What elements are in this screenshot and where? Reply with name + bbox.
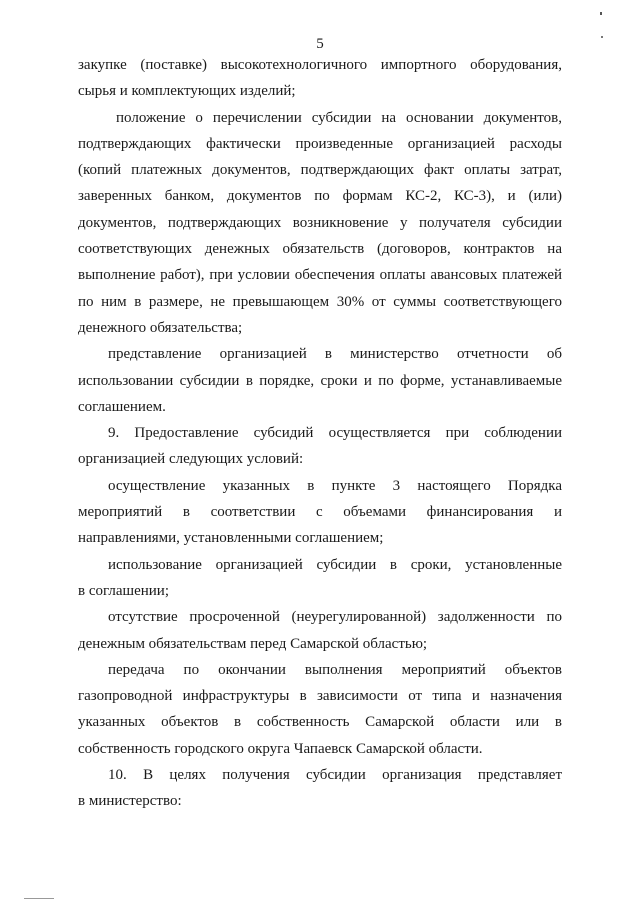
text-line: подтверждающих фактически произведенные организацией расходы (78, 135, 562, 152)
text-line: организацией следующих условий: (78, 451, 304, 468)
text-line: выполнение работ), при условии обеспечения оплаты авансовых платежей (78, 267, 562, 284)
text-line: (копий платежных документов, подтверждающих факт оплаты затрат, (78, 162, 562, 179)
text-line: соответствующих денежных обязательств (договоров, контрактов на (78, 241, 562, 258)
text-line: денежного обязательства; (78, 319, 243, 336)
text-line: сырья и комплектующих изделий; (78, 83, 296, 100)
text-line: документов, подтверждающих возникновение у получателя субсидии (78, 214, 562, 231)
text-line: 10. В целях получения субсидии организация представляет (108, 767, 562, 784)
scan-edge-mark (24, 898, 54, 899)
text-line: денежным обязательствам перед Самарской областью; (78, 635, 428, 652)
text-line: направлениями, установленными соглашением; (78, 530, 384, 547)
text-line: газопроводной инфраструктуры в зависимости от типа и назначения (78, 688, 562, 705)
text-line: осуществление указанных в пункте 3 настоящего Порядка (108, 477, 562, 494)
text-line: по ним в размере, не превышающем 30% от суммы соответствующего (78, 293, 562, 310)
document-body (78, 52, 562, 815)
text-line: мероприятий в соответствии с объемами финансирования и (78, 504, 562, 521)
text-line: отсутствие просроченной (неурегулированной) задолженности по (108, 609, 562, 626)
text-line: передача по окончании выполнения мероприятий объектов (108, 661, 562, 678)
text-line: представление организацией в министерство отчетности об (108, 346, 562, 363)
text-line: использование организацией субсидии в сроки, установленные (108, 556, 562, 573)
text-line: использовании субсидии в порядке, сроки и по форме, устанавливаемые (78, 372, 562, 389)
text-line: 9. Предоставление субсидий осуществляется при соблюдении (108, 425, 562, 442)
text-line: закупке (поставке) высокотехнологичного импортного оборудования, (78, 57, 562, 73)
text-line: в соглашении; (78, 582, 169, 599)
text-line: в министерство: (78, 793, 182, 810)
text-line: указанных объектов в собственность Самарской области или в (78, 714, 562, 731)
text-line: положение о перечислении субсидии на основании документов, (116, 109, 562, 126)
text-line: соглашением. (78, 398, 166, 415)
text-line: собственность городского округа Чапаевск Самарской области. (78, 740, 483, 757)
page-number: 5 (316, 36, 324, 52)
scan-specks (596, 12, 608, 42)
text-line: заверенных банком, документов по формам КС-2, КС-3), и (или) (78, 188, 562, 205)
